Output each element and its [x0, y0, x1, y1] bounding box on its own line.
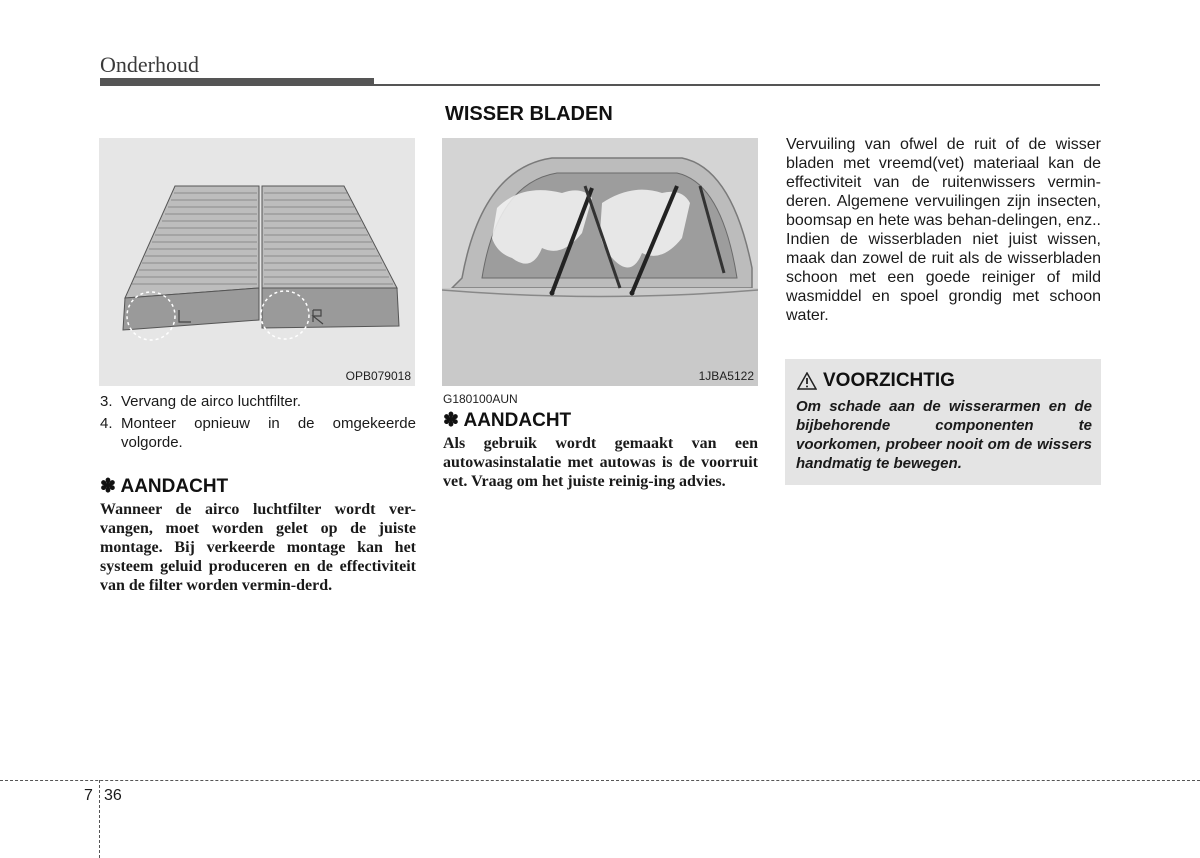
- list-item: [100, 392, 416, 411]
- note-heading: ✽ AANDACHT: [443, 410, 572, 431]
- steps-list: [100, 392, 416, 455]
- reference-code: G180100AUN: [443, 392, 518, 406]
- section-number: 7: [84, 787, 93, 804]
- footer-vertical-divider: [99, 780, 100, 858]
- page-number: 36: [104, 787, 122, 804]
- windshield-wipers-illustration: [442, 138, 758, 386]
- note-heading: ✽ AANDACHT: [100, 476, 229, 497]
- header-rule-thin: [374, 84, 1100, 86]
- wiper-figure: [442, 138, 758, 386]
- step-number: 4.: [100, 415, 113, 432]
- header-rule-thick: [100, 78, 374, 86]
- figure-code: 1JBA5122: [698, 369, 754, 383]
- note-text: Als gebruik wordt gemaakt van een autowasinstalatie met autowas is de voorruit vet. Vraag om het juiste reinig-ing advies.: [443, 435, 758, 490]
- step-text: Vervang de airco luchtfilter.: [121, 393, 302, 410]
- step-text: Monteer opnieuw in de omgekeerde volgorde.: [121, 415, 416, 451]
- air-filter-figure: [99, 138, 415, 386]
- list-item: [100, 414, 416, 452]
- caution-box: [785, 359, 1101, 485]
- air-filter-illustration: [99, 138, 415, 386]
- header-title: Onderhoud: [100, 52, 199, 77]
- caution-heading: VOORZICHTIG: [823, 370, 955, 391]
- footer-divider: [0, 780, 1200, 781]
- note-text: Wanneer de airco luchtfilter wordt ver-vangen, moet worden gelet op de juiste montage. Bij verkeerde montage kan het systeem geluid produceren en de effectiviteit van de filter worden vermin-derd.: [100, 501, 416, 594]
- caution-header: [797, 370, 955, 392]
- warning-triangle-icon: [797, 372, 817, 390]
- section-title: WISSER BLADEN: [445, 103, 613, 125]
- body-paragraph: Vervuiling van ofwel de ruit of de wisser bladen met vreemd(vet) materiaal kan de effectiviteit van de ruitenwissers vermin-deren. Algemene vervuilingen zijn insecten, boomsap en hete was behan-delingen, enz.. Indien de wisserbladen niet juist wissen, maak dan zowel de ruit als de wisserbladen schoon met een goede reiniger of mild wasmiddel en spoel grondig met schoon water.: [786, 136, 1101, 324]
- caution-text: Om schade aan de wisserarmen en de bijbehorende componenten te voorkomen, probeer nooit om de wissers handmatig te bewegen.: [796, 398, 1092, 472]
- figure-code: OPB079018: [345, 369, 411, 383]
- step-number: 3.: [100, 393, 113, 410]
